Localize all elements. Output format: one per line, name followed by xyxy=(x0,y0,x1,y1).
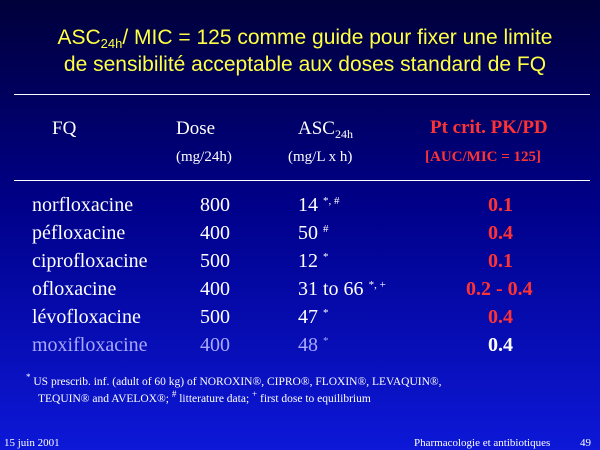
footnote-mark: # xyxy=(171,389,177,399)
ptcrit-value: 0.1 xyxy=(488,194,513,216)
dose-value: 500 xyxy=(200,306,230,328)
footnote-mark: * xyxy=(26,372,31,382)
ptcrit-value: 0.4 xyxy=(488,334,513,356)
title-line-2: de sensibilité acceptable aux doses standard de FQ xyxy=(63,53,547,76)
slide-title xyxy=(10,24,600,78)
header-dose: Dose xyxy=(176,118,216,139)
footnote-text: litterature data; xyxy=(176,393,253,405)
footnote-line-1 xyxy=(26,374,586,391)
footnote-text: TEQUIN® and AVELOX®; xyxy=(38,393,172,405)
drug-name: ofloxacine xyxy=(32,278,117,300)
header-ptcrit: Pt crit. PK/PD xyxy=(430,117,548,138)
footnote-text: first dose to equilibrium xyxy=(257,393,371,405)
footnote-line-2 xyxy=(26,391,586,408)
asc-number: 12 xyxy=(298,250,318,272)
header-asc-unit: (mg/L x h) xyxy=(288,149,353,165)
dose-value: 400 xyxy=(200,222,230,244)
title-asc-sub: 24h xyxy=(100,36,123,51)
footer-date: 15 juin 2001 xyxy=(4,437,60,449)
asc-mark: # xyxy=(323,223,329,235)
asc-number: 50 xyxy=(298,222,318,244)
header-asc-sub: 24h xyxy=(334,127,353,141)
drug-name: moxifloxacine xyxy=(32,334,148,356)
top-divider xyxy=(14,94,590,95)
drug-name: norfloxacine xyxy=(32,194,134,216)
title-asc: ASC xyxy=(57,26,101,49)
asc-value xyxy=(298,194,340,217)
asc-mark: * xyxy=(323,335,329,347)
footnote xyxy=(26,374,586,408)
header-dose-unit: (mg/24h) xyxy=(176,149,232,165)
asc-value xyxy=(298,306,329,329)
asc-mark: *, + xyxy=(368,279,386,291)
asc-mark: * xyxy=(323,251,329,263)
header-asc xyxy=(298,118,353,140)
ptcrit-value: 0.4 xyxy=(488,306,513,328)
asc-mark: *, # xyxy=(323,195,340,207)
ptcrit-value: 0.4 xyxy=(488,222,513,244)
dose-value: 400 xyxy=(200,278,230,300)
header-fq: FQ xyxy=(52,118,77,139)
asc-value xyxy=(298,222,329,245)
asc-value xyxy=(298,278,386,301)
drug-name: ciprofloxacine xyxy=(32,250,148,272)
asc-number: 14 xyxy=(298,194,318,216)
footer-page-number: 49 xyxy=(580,437,591,449)
header-ptcrit-unit: [AUC/MIC = 125] xyxy=(425,149,542,165)
ptcrit-value: 0.2 - 0.4 xyxy=(466,278,533,300)
footnote-mark: + xyxy=(252,389,258,399)
asc-number: 31 to 66 xyxy=(298,278,364,300)
title-line-1 xyxy=(10,24,600,51)
footnote-text: US prescrib. inf. (adult of 60 kg) of NOROXIN®, CIPRO®, FLOXIN®, LEVAQUIN®, xyxy=(30,376,442,388)
header-divider xyxy=(14,180,590,181)
asc-mark: * xyxy=(323,307,329,319)
header-asc-text: ASC xyxy=(298,118,335,139)
title-rest: / MIC = 125 comme guide pour fixer une limite xyxy=(122,26,553,49)
drug-name: lévofloxacine xyxy=(32,306,141,328)
ptcrit-value: 0.1 xyxy=(488,250,513,272)
asc-number: 47 xyxy=(298,306,318,328)
dose-value: 800 xyxy=(200,194,230,216)
asc-number: 48 xyxy=(298,334,318,356)
footer-course: Pharmacologie et antibiotiques xyxy=(414,437,551,449)
dose-value: 400 xyxy=(200,334,230,356)
drug-name: péfloxacine xyxy=(32,222,126,244)
asc-value xyxy=(298,250,329,273)
dose-value: 500 xyxy=(200,250,230,272)
asc-value xyxy=(298,334,329,357)
